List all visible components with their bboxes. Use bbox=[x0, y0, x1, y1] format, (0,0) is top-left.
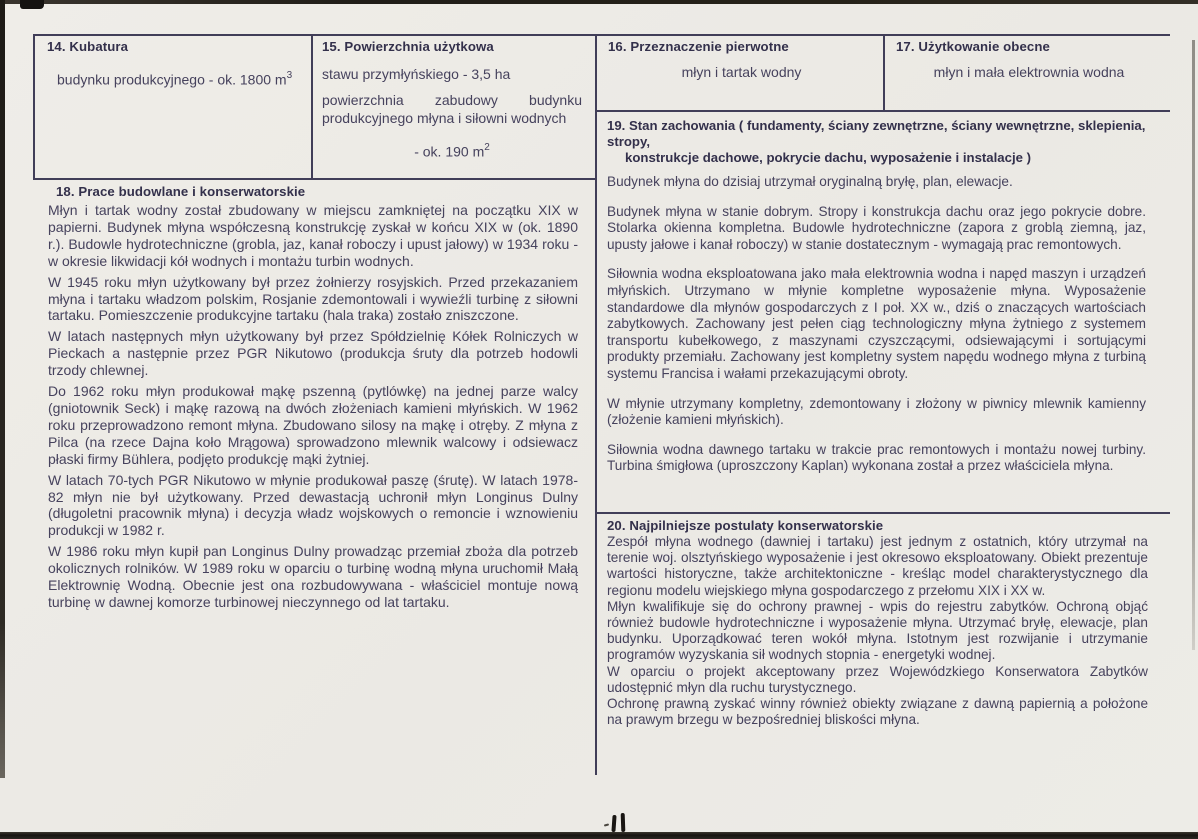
section-20-title: 20. Najpilniejsze postulaty konserwatorskie bbox=[607, 518, 884, 533]
section-19-paragraph: Siłownia wodna eksploatowana jako mała elektrownia wodna i napęd maszyn i urządzeń młyńskich. Utrzymano w młynie kompletne wyposażenie młyna. Wyposażenie standardowe dla młynów gospodarczych z I poł. XX w., dziś o znaczących wartościach zabytkowych. Zachowany jest pełen ciąg technologiczny młyna żytniego z systemem transportu kubełkowego, z maszynami czyszczącymi, odsiewającymi i sortującymi produkty przemiału. Zachowany jest kompletny system napędu wodnego młyna z turbiną systemu Francisa i wałami przekazującymi obroty. bbox=[607, 266, 1146, 381]
field-14-value-exponent: 3 bbox=[286, 70, 293, 81]
field-17-uzytkowanie-obecne bbox=[885, 34, 1170, 110]
field-16-przeznaczenie-pierwotne bbox=[596, 34, 883, 110]
section-18-paragraph: W latach następnych młyn użytkowany był przez Spółdzielnię Kółek Rolniczych w Pieckach a następnie przez PGR Nikutowo (produkcja śruty dla potrzeb hodowli trzody chlewnej. bbox=[48, 328, 578, 379]
field-14-label: 14. Kubatura bbox=[47, 39, 129, 54]
field-17-label: 17. Użytkowanie obecne bbox=[896, 39, 1050, 54]
scan-edge-left bbox=[0, 0, 5, 778]
handwritten-mark-stroke bbox=[621, 813, 626, 832]
section-19-stan-zachowania bbox=[596, 110, 1170, 488]
field-15-line1: stawu przymłyńskiego - 3,5 ha bbox=[322, 66, 511, 82]
section-19-paragraph: Budynek młyna w stanie dobrym. Stropy i konstrukcja dachu oraz jego pokrycie dobre. Stolarka okienna kompletna. Budowle hydrotechniczne (zapora z groblą ziemną, jaz, upusty jałowe i kanał roboczy) w stanie dostatecznym - wymagają prac remontowych. bbox=[607, 203, 1146, 252]
section-20-paragraph: Ochronę prawną zyskać winny również obiekty związane z dawną papiernią a położone na prawym brzegu w bezpośredniej bliskości młyna. bbox=[607, 696, 1148, 728]
section-19-paragraph: W młynie utrzymany kompletny, zdemontowany i złożony w piwnicy mlewnik kamienny (złożenie kamieni młyńskich). bbox=[607, 395, 1146, 428]
field-15-powierzchnia bbox=[312, 34, 596, 178]
section-20-paragraph: Zespół młyna wodnego (dawniej i tartaku) jest jednym z ostatnich, który utrzymał na terenie woj. olsztyńskiego wyposażenie i jest okresowo eksploatowany. Obiekt prezentuje wartości historyczne, także architektoniczne - kreśląc model charakterystycznego dla regionu modelu wiejskiego młyna gospodarczego z przełomu XIX i XX w. bbox=[607, 534, 1148, 598]
scan-edge-top bbox=[0, 0, 1198, 4]
handwritten-mark-speck bbox=[604, 823, 609, 826]
section-20-postulaty-konserwatorskie bbox=[596, 512, 1170, 728]
section-18-paragraph: W 1945 roku młyn użytkowany był przez żołnierzy rosyjskich. Przed przekazaniem młyna i tartaku władzom polskim, Rosjanie zdemontowali i wywieźli turbinę z siłowni tartaku. Pomieszczenie produkcyjne tartaku (hala traka) zostało zniszczone. bbox=[48, 273, 578, 324]
scan-edge-right bbox=[1192, 40, 1195, 650]
section-19-title bbox=[607, 118, 1146, 166]
section-18-paragraph: Młyn i tartak wodny został zbudowany w miejscu zamkniętej na początku XIX w papierni. Budynek młyna współczesną konstrukcję zyskał w końcu XIX w (ok. 1890 r.). Budowle hydrotechniczne (grobla, jaz, kanał roboczy i upust jałowy) w 1934 roku - w okresie likwidacji kół wodnych i montażu turbin wodnych. bbox=[48, 202, 578, 269]
section-18-paragraph: W 1986 roku młyn kupił pan Longinus Dulny prowadząc przemiał zboża dla potrzeb okolicznych rolników. W 1989 roku w oparciu o turbinę wodną młyna uruchomił Małą Elektrownię Wodną. Obecnie jest ona rozbudowywana - właściciel montuje nową turbinę w dawnej komorze turbinowej nieczynnego od lat tartaku. bbox=[48, 543, 578, 610]
section-19-title-line1: 19. Stan zachowania ( fundamenty, ściany zewnętrzne, ściany wewnętrzne, sklepienia, stropy, bbox=[607, 118, 1146, 149]
section-20-paragraph: Młyn kwalifikuje się do ochrony prawnej - wpis do rejestru zabytków. Ochroną objąć również budowle hydrotechniczne i wyposażenie młyna. Utrzymać bryłę, elewacje, plan budynku. Uporządkować teren wokół młyna. Istotnym jest rozwijanie i utrzymanie programów wyzyskania sił wodnych stopnia - energetyki wodnej. bbox=[607, 598, 1148, 663]
field-15-line2: powierzchnia zabudowy budynku produkcyjnego młyna i siłowni wodnych bbox=[322, 92, 582, 126]
handwritten-mark-stroke bbox=[611, 815, 616, 832]
field-17-value: młyn i mała elektrownia wodna bbox=[933, 64, 1125, 80]
field-15-line3-text: - ok. 190 m bbox=[414, 143, 485, 160]
section-18-paragraph: Do 1962 roku młyn produkował mąkę pszenną (pytlówkę) na jednej parze walcy (gniotownik Seck) i mąkę razową na dwóch złożeniach kamieni młyńskich. W 1962 roku przeprowadzono remont młyna. Zbudowano silosy na mąkę i otręby. Z młyna z Pilca (na rzece Dajna koło Mrągowa) sprowadzono mlewnik walcowy i odsiewacz płaski firmy Bühlera, podjęto produkcję mąki żytniej. bbox=[48, 383, 578, 467]
section-18-paragraph: W latach 70-tych PGR Nikutowo w młynie produkował paszę (śrutę). W latach 1978-82 młyn nie był użytkowany. Przed dewastacją uchronił młyn Longinus Dulny (długoletni pracownik młyna) i decyzja władz wojskowych o remoncie i wznowieniu produkcji w 1982 r. bbox=[48, 471, 578, 539]
section-19-paragraph: Budynek młyna do dzisiaj utrzymał oryginalną bryłę, plan, elewacje. bbox=[607, 174, 1013, 189]
scan-edge-blob bbox=[20, 0, 44, 9]
section-19-title-line2: konstrukcje dachowe, pokrycie dachu, wyposażenie i instalacje ) bbox=[625, 150, 1032, 165]
field-15-line3 bbox=[322, 140, 582, 161]
section-20-paragraph: W oparciu o projekt akceptowany przez Wojewódzkiego Konserwatora Zabytków udostępnić młyn dla ruchu turystycznego. bbox=[607, 663, 1148, 695]
field-14-kubatura bbox=[33, 34, 312, 178]
scan-edge-bottom bbox=[0, 832, 1198, 839]
section-18-prace-budowlane bbox=[33, 178, 596, 615]
field-15-label: 15. Powierzchnia użytkowa bbox=[322, 39, 494, 54]
field-14-value-text: budynku produkcyjnego - ok. 1800 m bbox=[57, 71, 287, 88]
field-16-label: 16. Przeznaczenie pierwotne bbox=[608, 39, 789, 54]
section-19-paragraph: Siłownia wodna dawnego tartaku w trakcie prac remontowych i montażu nowej turbiny. Turbina śmigłowa (uproszczony Kaplan) wykonana został a przez właściciela młyna. bbox=[607, 441, 1146, 474]
field-14-value bbox=[57, 68, 302, 89]
section-18-title: 18. Prace budowlane i konserwatorskie bbox=[56, 184, 306, 199]
field-15-line3-exponent: 2 bbox=[484, 142, 490, 153]
field-16-value: młyn i tartak wodny bbox=[681, 64, 802, 80]
